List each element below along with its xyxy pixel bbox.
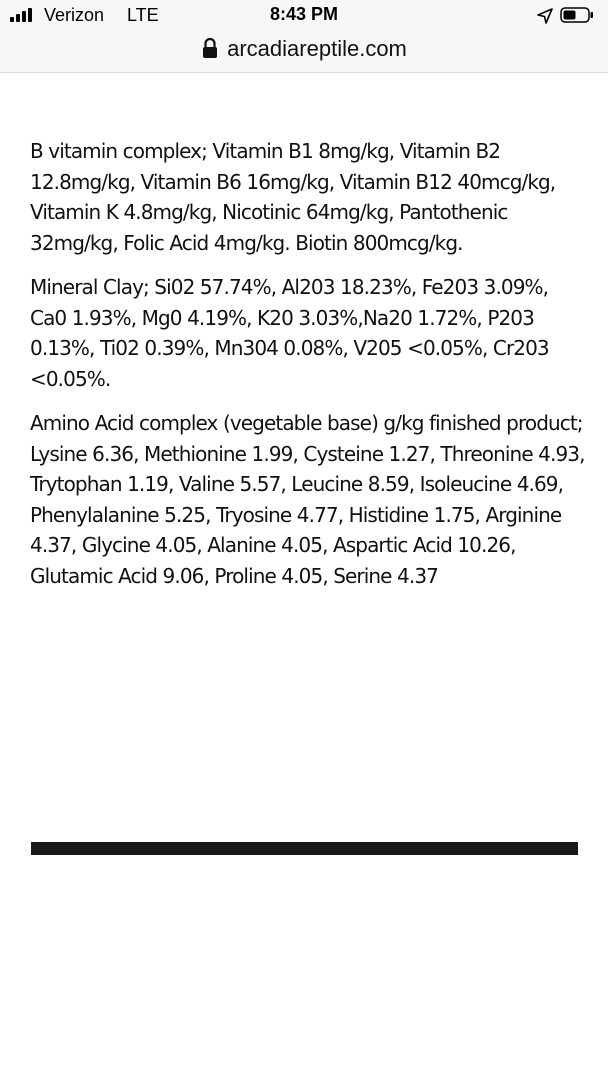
clock: 8:43 PM <box>269 4 339 24</box>
paragraph-amino-acids: Amino Acid complex (vegetable base) g/kg finished product; Lysine 6.36, Methionine 1.99, Cysteine 1.27, Threonine 4.93, Trytophan 1.19, Valine 5.57, Leucine 8.59, Isoleucine 4.69, Phenylalanine 5.25, Tryosine 4.77, Histidine 1.75, Arginine 4.37, Glycine 4.05, Alanine 4.05, Aspartic Acid 10.26, Glutamic Acid 9.06, Proline 4.05, Serine 4.37 <box>30 411 585 588</box>
browser-chrome <box>0 0 608 73</box>
address-bar[interactable] <box>0 34 608 64</box>
battery-icon <box>560 7 594 23</box>
page-content <box>30 136 586 605</box>
paragraph-b-vitamins: B vitamin complex; Vitamin B1 8mg/kg, Vitamin B2 12.8mg/kg, Vitamin B6 16mg/kg, Vitamin B12 40mcg/kg, Vitamin K 4.8mg/kg, Nicotinic 64mg/kg, Pantothenic 32mg/kg, Folic Acid 4mg/kg. Biotin 800mcg/kg. <box>30 139 556 255</box>
lock-icon <box>201 37 219 59</box>
network-label: LTE <box>127 5 159 25</box>
paragraph-mineral-clay: Mineral Clay; Si02 57.74%, Al203 18.23%, Fe203 3.09%, Ca0 1.93%, Mg0 4.19%, K20 3.03%,Na20 1.72%, P203 0.13%, Ti02 0.39%, Mn304 0.08%, V205 <0.05%, Cr203 <0.05%. <box>30 275 549 391</box>
status-bar <box>0 0 608 32</box>
carrier-label: Verizon <box>44 5 105 25</box>
location-arrow-icon <box>536 7 554 25</box>
divider-bar <box>31 842 578 855</box>
url-text: arcadiareptile.com <box>227 36 407 61</box>
